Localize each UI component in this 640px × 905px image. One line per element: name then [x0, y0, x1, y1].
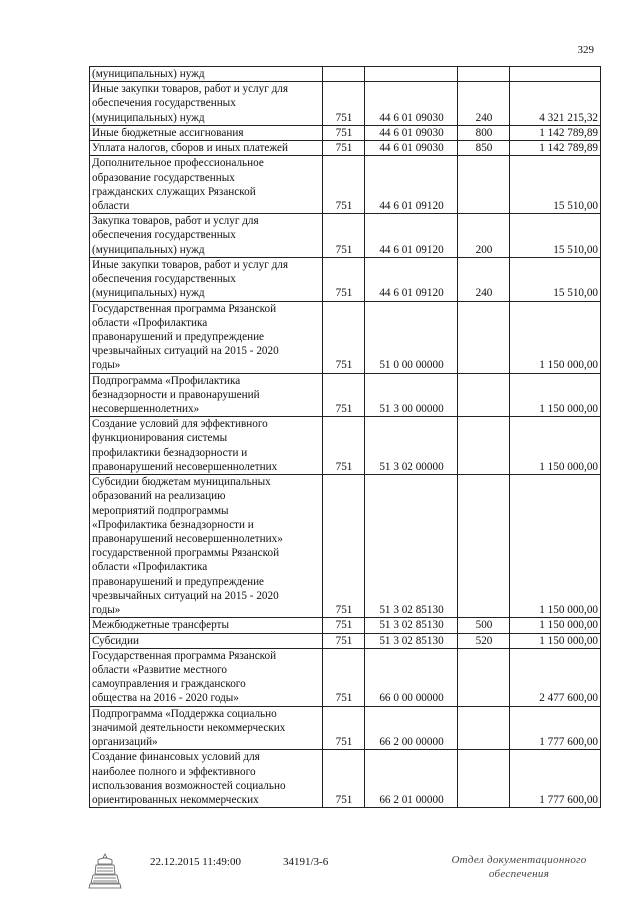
table-row [90, 373, 601, 417]
row-vr-cell [458, 475, 510, 618]
row-vr-cell [458, 373, 510, 417]
row-csr-cell: 66 2 00 00000 [365, 706, 458, 750]
row-vr-cell [458, 648, 510, 706]
row-vr-cell: 240 [458, 257, 510, 301]
row-vr-cell: 520 [458, 633, 510, 648]
row-ved-cell: 751 [323, 417, 365, 475]
row-sum-cell: 1 142 789,89 [510, 141, 601, 156]
row-csr-cell: 44 6 01 09120 [365, 156, 458, 214]
row-sum-cell: 15 510,00 [510, 257, 601, 301]
row-ved-cell: 751 [323, 82, 365, 126]
row-ved-cell: 751 [323, 633, 365, 648]
row-csr-cell: 51 3 02 85130 [365, 475, 458, 618]
row-ved-cell: 751 [323, 475, 365, 618]
row-sum-cell: 1 142 789,89 [510, 125, 601, 140]
page-footer [0, 848, 640, 898]
row-vr-cell: 800 [458, 125, 510, 140]
row-ved-cell: 751 [323, 750, 365, 808]
row-ved-cell: 751 [323, 373, 365, 417]
row-name-cell: Государственная программа Рязанской области «Профилактика правонарушений и предупреждение чрезвычайных ситуаций на 2015 - 2020 годы» [90, 301, 323, 373]
row-sum-cell: 15 510,00 [510, 156, 601, 214]
row-sum-cell: 1 150 000,00 [510, 417, 601, 475]
row-vr-cell [458, 301, 510, 373]
row-sum-cell: 1 150 000,00 [510, 373, 601, 417]
row-name-cell: Субсидии бюджетам муниципальных образований на реализацию мероприятий подпрограммы «Профилактика безнадзорности и правонарушений несовершеннолетних» государственной программы Рязанской области «Профилактика правонарушений и предупреждение чрезвычайных ситуаций на 2015 - 2020 годы» [90, 475, 323, 618]
row-name-cell: Субсидии [90, 633, 323, 648]
row-name-cell: Иные закупки товаров, работ и услуг для обеспечения государственных (муниципальных) нужд [90, 257, 323, 301]
row-name-cell: Создание условий для эффективного функционирования системы профилактики безнадзорности и правонарушений несовершеннолетних [90, 417, 323, 475]
row-name-cell: (муниципальных) нужд [90, 67, 323, 82]
row-ved-cell: 751 [323, 706, 365, 750]
row-sum-cell [510, 67, 601, 82]
table-row [90, 706, 601, 750]
row-name-cell: Иные бюджетные ассигнования [90, 125, 323, 140]
row-name-cell: Подпрограмма «Профилактика безнадзорности и правонарушений несовершеннолетних» [90, 373, 323, 417]
row-ved-cell: 751 [323, 301, 365, 373]
row-ved-cell: 751 [323, 214, 365, 258]
stamp-line-1: Отдел документационного [451, 854, 587, 866]
row-ved-cell: 751 [323, 141, 365, 156]
row-sum-cell: 1 150 000,00 [510, 633, 601, 648]
table-row [90, 301, 601, 373]
row-vr-cell [458, 706, 510, 750]
row-sum-cell: 1 777 600,00 [510, 706, 601, 750]
coat-of-arms-icon [88, 852, 122, 890]
table-row [90, 648, 601, 706]
row-ved-cell: 751 [323, 257, 365, 301]
table-row [90, 475, 601, 618]
row-ved-cell: 751 [323, 618, 365, 633]
row-csr-cell: 66 2 01 00000 [365, 750, 458, 808]
table-row [90, 633, 601, 648]
row-csr-cell: 44 6 01 09120 [365, 257, 458, 301]
row-csr-cell: 44 6 01 09030 [365, 125, 458, 140]
row-csr-cell: 44 6 01 09030 [365, 141, 458, 156]
table-body [90, 67, 601, 808]
row-sum-cell: 15 510,00 [510, 214, 601, 258]
row-vr-cell [458, 750, 510, 808]
row-csr-cell: 66 0 00 00000 [365, 648, 458, 706]
row-vr-cell: 500 [458, 618, 510, 633]
row-ved-cell [323, 67, 365, 82]
row-sum-cell: 4 321 215,32 [510, 82, 601, 126]
table-row [90, 125, 601, 140]
row-name-cell: Закупка товаров, работ и услуг для обеспечения государственных (муниципальных) нужд [90, 214, 323, 258]
row-ved-cell: 751 [323, 648, 365, 706]
row-ved-cell: 751 [323, 156, 365, 214]
row-csr-cell: 44 6 01 09120 [365, 214, 458, 258]
row-sum-cell: 1 150 000,00 [510, 475, 601, 618]
row-ved-cell: 751 [323, 125, 365, 140]
row-vr-cell [458, 417, 510, 475]
table-row [90, 257, 601, 301]
row-csr-cell [365, 67, 458, 82]
row-sum-cell: 2 477 600,00 [510, 648, 601, 706]
row-sum-cell: 1 150 000,00 [510, 301, 601, 373]
row-vr-cell [458, 156, 510, 214]
row-sum-cell: 1 150 000,00 [510, 618, 601, 633]
row-vr-cell [458, 67, 510, 82]
table-row [90, 82, 601, 126]
stamp-line-2: обеспечения [488, 867, 550, 880]
row-csr-cell: 51 0 00 00000 [365, 301, 458, 373]
row-sum-cell: 1 777 600,00 [510, 750, 601, 808]
row-csr-cell: 51 3 02 85130 [365, 633, 458, 648]
table-row [90, 67, 601, 82]
row-csr-cell: 51 3 02 85130 [365, 618, 458, 633]
department-stamp [444, 854, 594, 882]
row-name-cell: Уплата налогов, сборов и иных платежей [90, 141, 323, 156]
footer-datetime: 22.12.2015 11:49:00 [150, 856, 241, 868]
row-name-cell: Подпрограмма «Поддержка социально значимой деятельности некоммерческих организаций» [90, 706, 323, 750]
row-vr-cell: 200 [458, 214, 510, 258]
row-vr-cell: 850 [458, 141, 510, 156]
table-row [90, 214, 601, 258]
table-row [90, 141, 601, 156]
table-row [90, 417, 601, 475]
row-csr-cell: 51 3 02 00000 [365, 417, 458, 475]
table-row [90, 750, 601, 808]
table-row [90, 618, 601, 633]
budget-table [89, 66, 601, 808]
row-vr-cell: 240 [458, 82, 510, 126]
row-name-cell: Государственная программа Рязанской области «Развитие местного самоуправления и гражданского общества на 2016 - 2020 годы» [90, 648, 323, 706]
row-name-cell: Дополнительное профессиональное образование государственных гражданских служащих Рязанской области [90, 156, 323, 214]
footer-doc-number: 34191/3-6 [283, 856, 329, 868]
row-csr-cell: 44 6 01 09030 [365, 82, 458, 126]
row-name-cell: Межбюджетные трансферты [90, 618, 323, 633]
row-name-cell: Создание финансовых условий для наиболее полного и эффективного использования возможностей социально ориентированных некоммерческих [90, 750, 323, 808]
row-name-cell: Иные закупки товаров, работ и услуг для обеспечения государственных (муниципальных) нужд [90, 82, 323, 126]
table-row [90, 156, 601, 214]
row-csr-cell: 51 3 00 00000 [365, 373, 458, 417]
page-number: 329 [577, 44, 594, 56]
